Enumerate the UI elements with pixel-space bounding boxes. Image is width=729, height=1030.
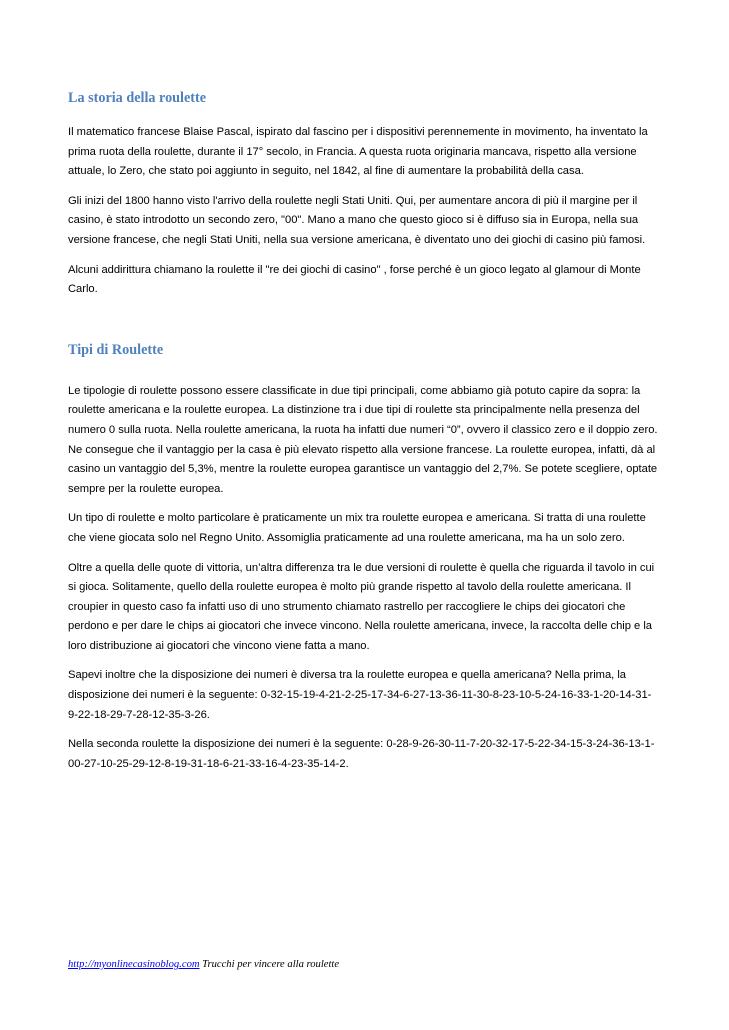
heading-tipi-roulette: Tipi di Roulette [68,341,164,358]
paragraph: Le tipologie di roulette possono essere classificate in due tipi principali, come abbiamo già potuto capire da sopra: la roulette americana e la roulette europea. La distinzione tra i due tipi di roulette sta principalmente nella presenza del numero 0 sulla ruota. Nella roulette americana, la ruota ha infatti due numeri “0”, ovvero il classico zero e il doppio zero. Ne consegue che il vantaggio per la casa è più elevato rispetto alla versione francese. La roulette europea, infatti, dà al casino un vantaggio del 5,3%, mentre la roulette europea garantisce un vantaggio del 2,7%. Se potete scegliere, optate sempre per la roulette europea. [68,384,658,495]
footer-tagline: Trucchi per vincere alla roulette [199,959,340,970]
paragraph: Il matematico francese Blaise Pascal, ispirato dal fascino per i dispositivi perennemente in movimento, ha inventato la prima ruota della roulette, durante il 17° secolo, in Francia. A questa ruota originaria mancava, rispetto alla versione attuale, lo Zero, che stato poi aggiunto in seguito, nel 1842, al fine di aumentare la probabilità della casa. [68,126,648,178]
heading-storia-roulette: La storia della roulette [68,90,207,106]
page-footer [68,958,339,972]
paragraph: Un tipo di roulette e molto particolare è praticamente un mix tra roulette europea e americana. Si tratta di una roulette che viene giocata solo nel Regno Unito. Assomiglia praticamente ad una roulette americana, ma ha un solo zero. [68,512,646,544]
paragraph: Oltre a quella delle quote di vittoria, un’altra differenza tra le due versioni di roulette è quella che riguarda il tavolo in cui si gioca. Solitamente, quello della roulette europea è molto più grande rispetto al tavolo della roulette americana. Il croupier in questo caso fa infatti uso di uno strumento chiamato rastrello per raccogliere le chips dei giocatori che perdono e per dare le chips ai giocatori che invece vincono. Nella roulette americana, invece, la raccolta delle chip e la loro distribuzione ai giocatori che vincono viene fatta a mano. [68,561,655,652]
paragraph: Alcuni addirittura chiamano la roulette il "re dei giochi di casino" , forse perché è un gioco legato al glamour di Monte Carlo. [68,263,641,296]
footer-link[interactable]: http://myonlinecasinoblog.com [68,959,200,970]
paragraph: Nella seconda roulette la disposizione dei numeri è la seguente: 0-28-9-26-30-11-7-20-32-17-5-22-34-15-3-24-36-13-1-00-27-10-25-29-12-8-19-31-18-6-21-33-16-4-23-35-14-2. [68,738,655,770]
paragraph: Gli inizi del 1800 hanno visto l'arrivo della roulette negli Stati Uniti. Qui, per aumentare ancora di più il margine per il casino, è stato introdotto un secondo zero, "00". Mano a mano che questo gioco si è diffuso sia in Europa, nella sua versione francese, che negli Stati Uniti, nella sua versione americana, è diventato uno dei giochi di casino più famosi. [68,194,646,246]
paragraph: Sapevi inoltre che la disposizione dei numeri è diversa tra la roulette europea e quella americana? Nella prima, la disposizione dei numeri è la seguente: 0-32-15-19-4-21-2-25-17-34-6-27-13-36-11-30-8-23-10-5-24-16-33-1-20-14-31-9-22-18-29-7-28-12-35-3-26. [68,669,652,721]
